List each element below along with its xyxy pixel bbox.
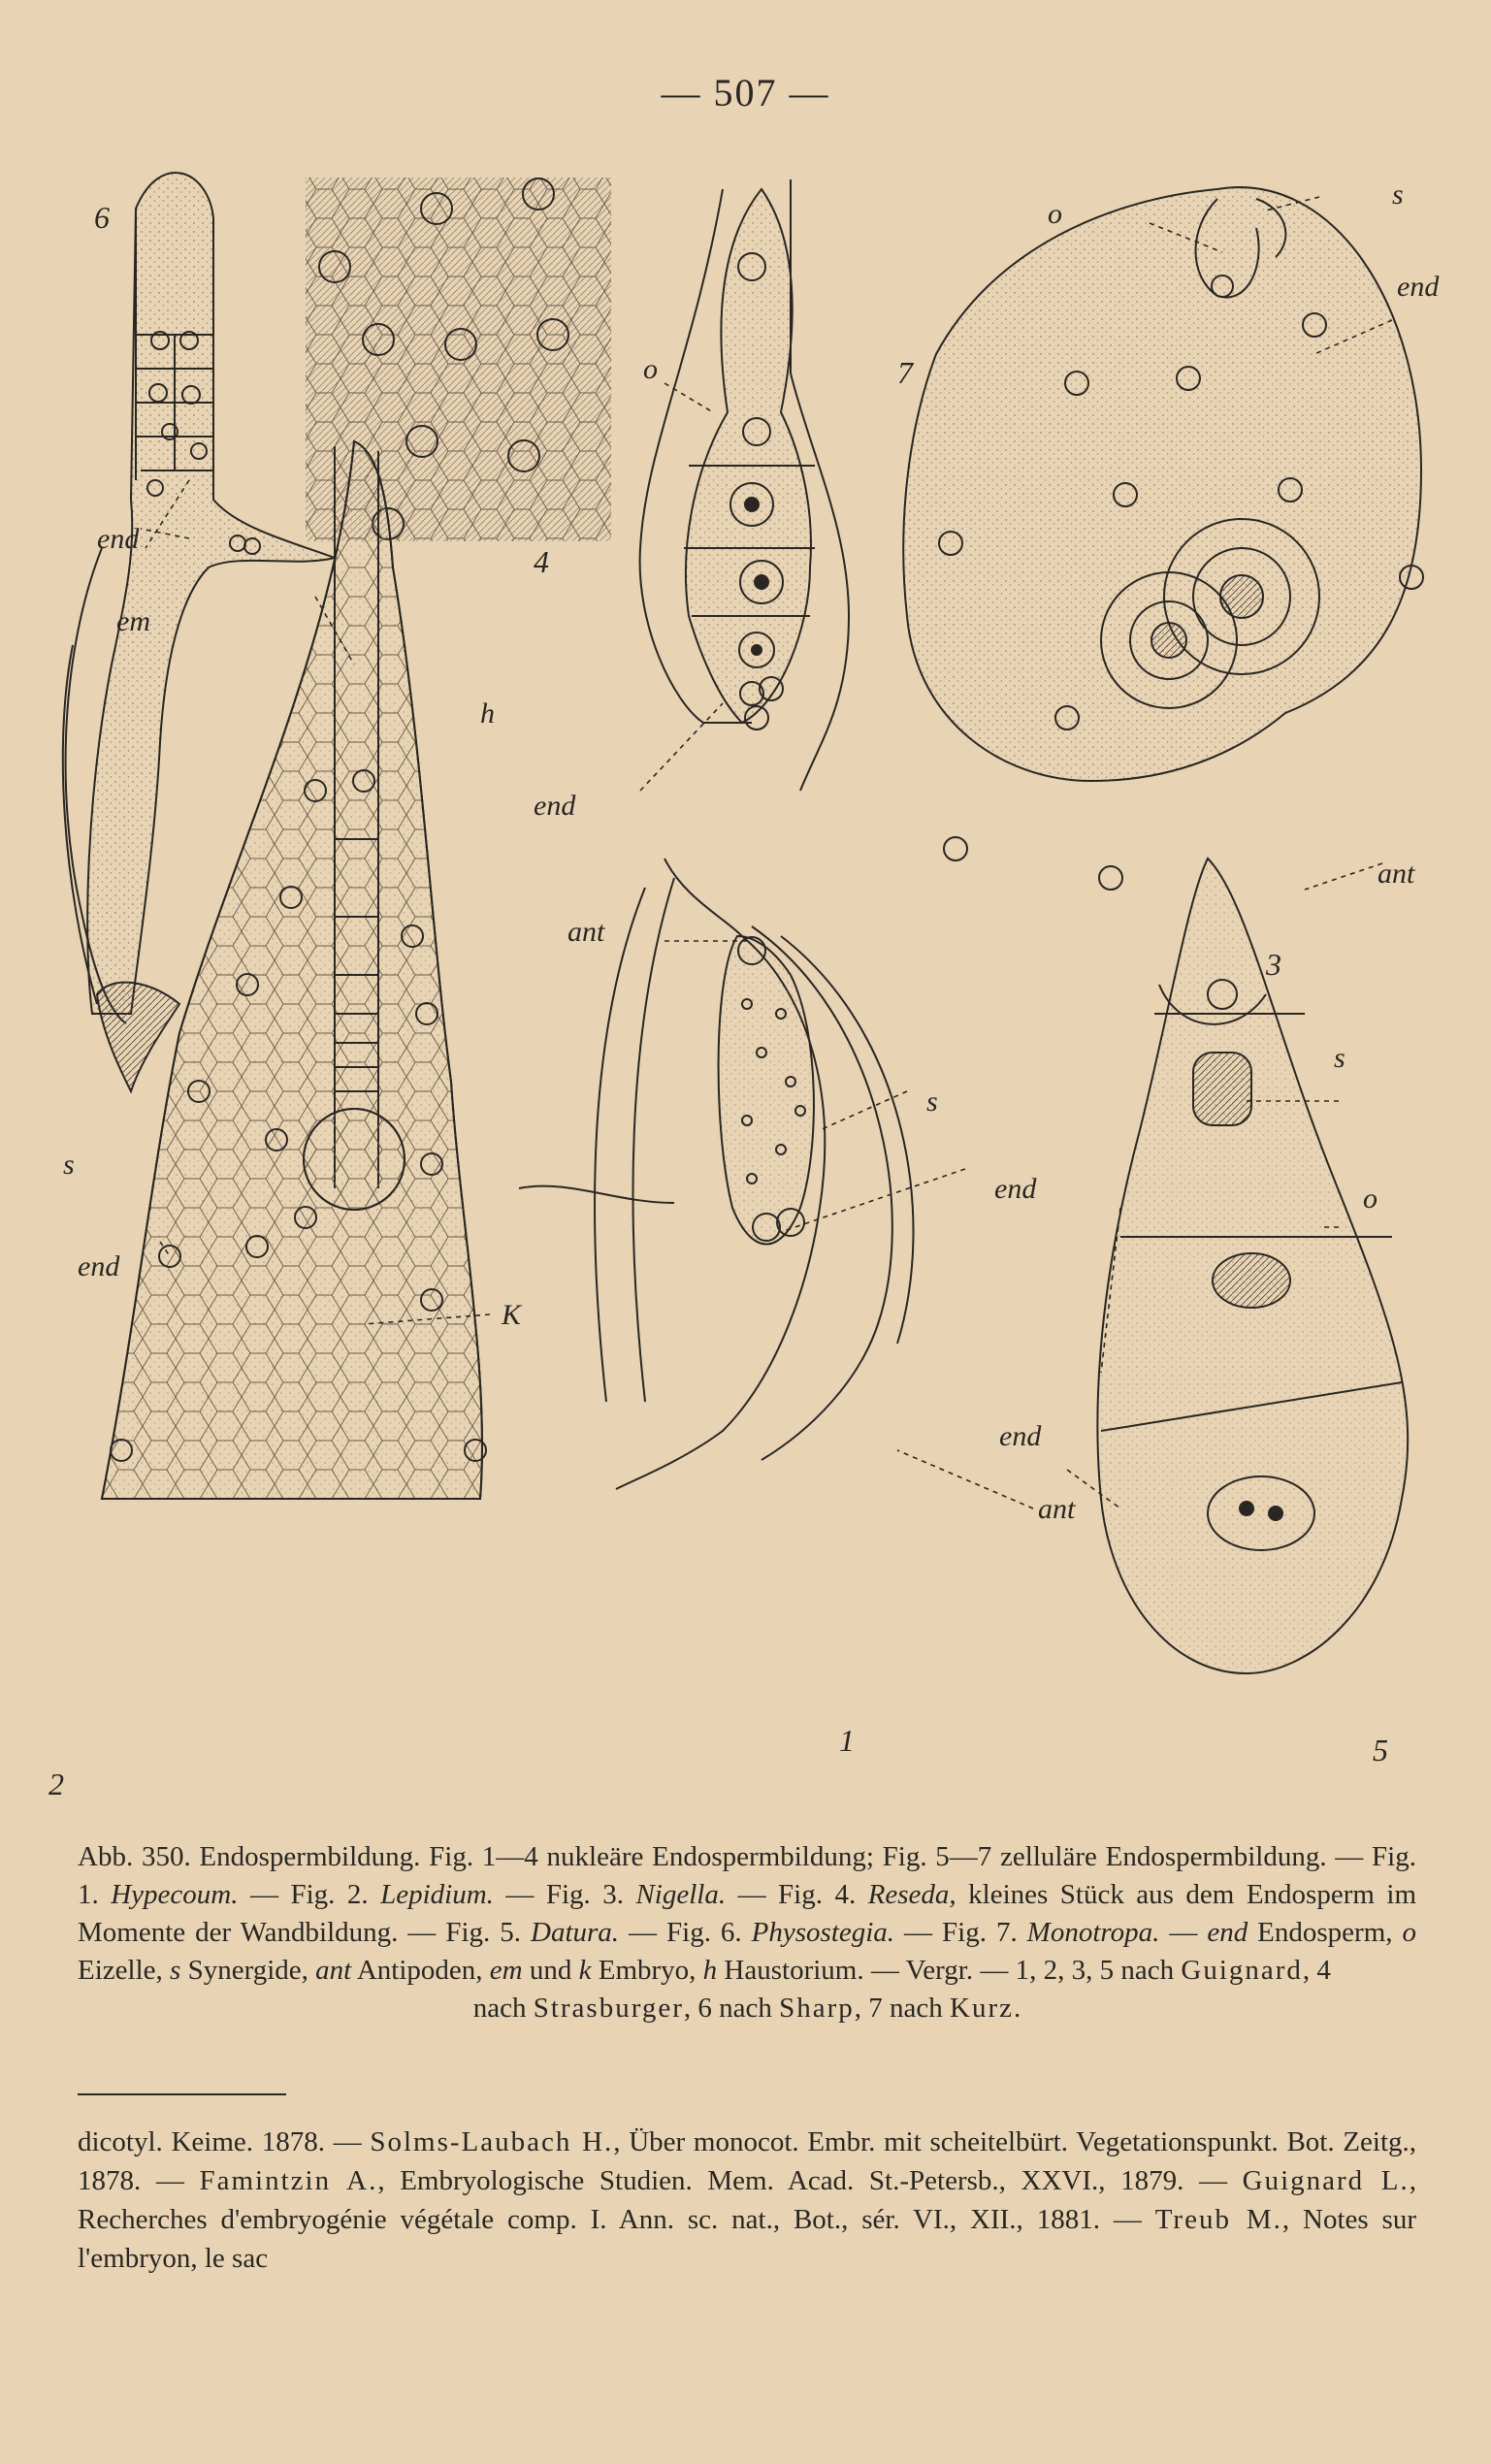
label-end-fig6: end [97,523,140,555]
fig3-number: 3 [1266,947,1281,982]
label-o-fig5: o [1363,1183,1378,1215]
fig7-number: 7 [897,355,913,390]
label-end-fig5: end [999,1420,1042,1452]
label-K-fig2: K [502,1299,522,1331]
fig6-number: 6 [94,200,110,235]
label-end-fig1: end [994,1173,1037,1205]
label-ant-fig1: ant [1038,1493,1076,1525]
footnote-divider [78,2093,286,2095]
label-s-fig1: s [926,1086,938,1118]
label-o-fig3: o [1048,198,1062,230]
label-end-fig7: end [534,790,576,822]
label-em-fig6: em [116,605,150,637]
figure-illustration [44,160,1450,1809]
label-end-fig2: end [78,1250,120,1282]
label-s-fig6: s [63,1149,75,1181]
label-s-fig5: s [1334,1042,1345,1074]
label-ant-fig3: ant [1378,858,1415,890]
fig2-number: 2 [49,1767,64,1801]
label-o-fig7: o [643,353,658,385]
fig7-drawing [640,179,849,791]
label-h-fig6: h [480,697,495,729]
fig5-number: 5 [1373,1733,1388,1767]
page-number: — 507 — [661,71,830,114]
botanical-drawings [44,160,1450,1809]
fig1-drawing [519,859,914,1489]
label-s-fig3: s [1392,178,1404,211]
fig1-number: 1 [839,1723,855,1758]
fig5-drawing [1097,859,1408,1673]
fig4-number: 4 [534,544,549,579]
figure-caption: Abb. 350. Endospermbildung. Fig. 1—4 nukleäre Endospermbildung; Fig. 5—7 zelluläre Endospermbildung. — Fig. 1. Hypecoum. — Fig. 2. Lepidium. — Fig. 3. Nigella. — Fig. 4. Reseda, kleines Stück aus dem Endosperm im Momente der Wandbildung. — Fig. 5. Datura. — Fig. 6. Physostegia. — Fig. 7. Monotropa. — end Endosperm, o Eizelle, s Synergide, ant Antipoden, em und k Embryo, h Haustorium. — Vergr. — 1, 2, 3, 5 nach Guignard, 4 nach Strasburger, 6 nach Sharp, 7 nach Kurz. [78,1841,1417,2024]
footnote-text: dicotyl. Keime. 1878. — Solms-Laubach H., Über monocot. Embr. mit scheitelbürt. Vegetationspunkt. Bot. Zeitg., 1878. — Famintzin A., Embryologische Studien. Mem. Acad. St.-Petersb., XXVI., 1879. — Guignard L., Recherches d'embryogénie végétale comp. I. Ann. sc. nat., Bot., sér. VI., XII., 1881. — Treub M., Notes sur l'embryon, le sac [78,2126,1417,2274]
label-end-fig3: end [1397,271,1440,303]
fig3-drawing [903,187,1423,890]
label-ant-fig7: ant [567,916,605,948]
